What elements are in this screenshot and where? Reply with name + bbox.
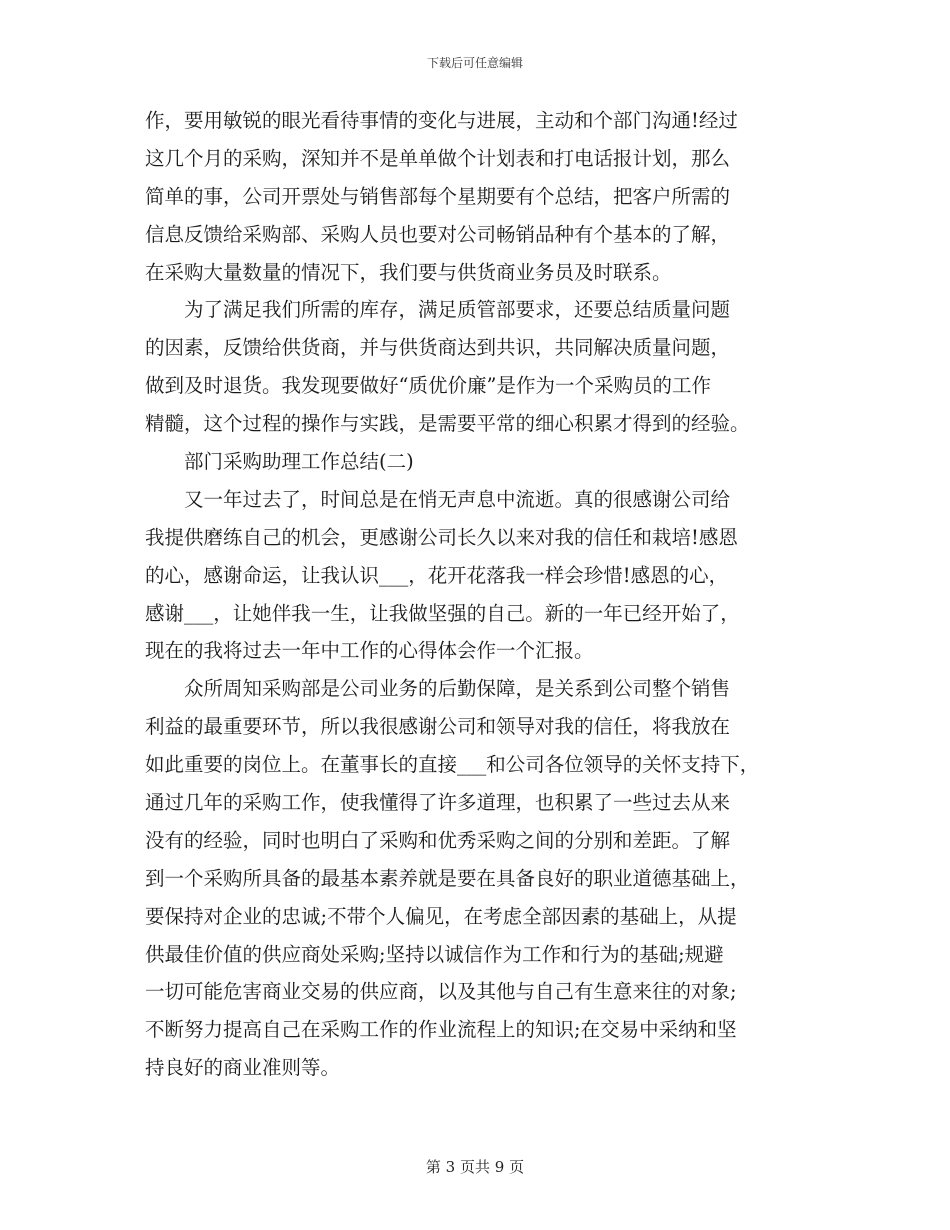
text-line: 众所周知采购部是公司业务的后勤保障，是关系到公司整个销售 bbox=[184, 677, 731, 701]
text-line: 精髓，这个过程的操作与实践，是需要平常的细心积累才得到的经验。 bbox=[145, 412, 750, 436]
text-line: 的因素，反馈给供货商，并与供货商达到共识，共同解决质量问题， bbox=[145, 336, 731, 360]
text-line: 供最佳价值的供应商处采购;坚持以诚信作为工作和行为的基础;规避 bbox=[145, 942, 724, 966]
text-line: 现在的我将过去一年中工作的心得体会作一个汇报。 bbox=[145, 639, 594, 663]
text-line: 部门采购助理工作总结(二) bbox=[184, 450, 414, 474]
text-line: 一切可能危害商业交易的供应商，以及其他与自己有生意来往的对象; bbox=[145, 980, 737, 1004]
text-line: 没有的经验，同时也明白了采购和优秀采购之间的分别和差距。了解 bbox=[145, 828, 731, 852]
text-line: 利益的最重要环节，所以我很感谢公司和领导对我的信任，将我放在 bbox=[145, 715, 731, 739]
text-line: 通过几年的采购工作，使我懂得了许多道理，也积累了一些过去从来 bbox=[145, 791, 731, 815]
text-line: 作，要用敏锐的眼光看待事情的变化与进展，主动和个部门沟通!经过 bbox=[145, 109, 738, 132]
document-body bbox=[145, 102, 825, 1087]
text-line: 如此重要的岗位上。在董事长的直接___和公司各位领导的关怀支持下， bbox=[145, 753, 760, 777]
page-footer: 第 3 页共 9 页 bbox=[425, 1158, 525, 1176]
text-line: 这几个月的采购，深知并不是单单做个计划表和打电话报计划，那么 bbox=[145, 146, 731, 170]
text-line: 感谢___，让她伴我一生，让我做坚强的自己。新的一年已经开始了， bbox=[145, 601, 740, 625]
text-line: 做到及时退货。我发现要做好“质优价廉”是作为一个采购员的工作 bbox=[145, 374, 711, 398]
text-line: 我提供磨练自己的机会，更感谢公司长久以来对我的信任和栽培!感恩 bbox=[145, 525, 738, 549]
text-line: 持良好的商业准则等。 bbox=[145, 1056, 341, 1080]
text-line: 要保持对企业的忠诚;不带个人偏见，在考虑全部因素的基础上，从提 bbox=[145, 904, 737, 928]
text-line: 简单的事，公司开票处与销售部每个星期要有个总结，把客户所需的 bbox=[145, 184, 731, 208]
text-line: 又一年过去了，时间总是在悄无声息中流逝。真的很感谢公司给 bbox=[184, 487, 731, 511]
text-line: 不断努力提高自己在采购工作的作业流程上的知识;在交易中采纳和坚 bbox=[145, 1018, 737, 1042]
text-line: 在采购大量数量的情况下，我们要与供货商业务员及时联系。 bbox=[145, 260, 672, 284]
text-line: 到一个采购所具备的最基本素养就是要在具备良好的职业道德基础上， bbox=[145, 866, 750, 890]
text-line: 为了满足我们所需的库存，满足质管部要求，还要总结质量问题 bbox=[184, 298, 731, 322]
text-line: 信息反馈给采购部、采购人员也要对公司畅销品种有个基本的了解， bbox=[145, 222, 731, 246]
page-header: 下载后可任意编辑 bbox=[426, 56, 523, 70]
text-line: 的心，感谢命运，让我认识___，花开花落我一样会珍惜!感恩的心， bbox=[145, 563, 729, 587]
